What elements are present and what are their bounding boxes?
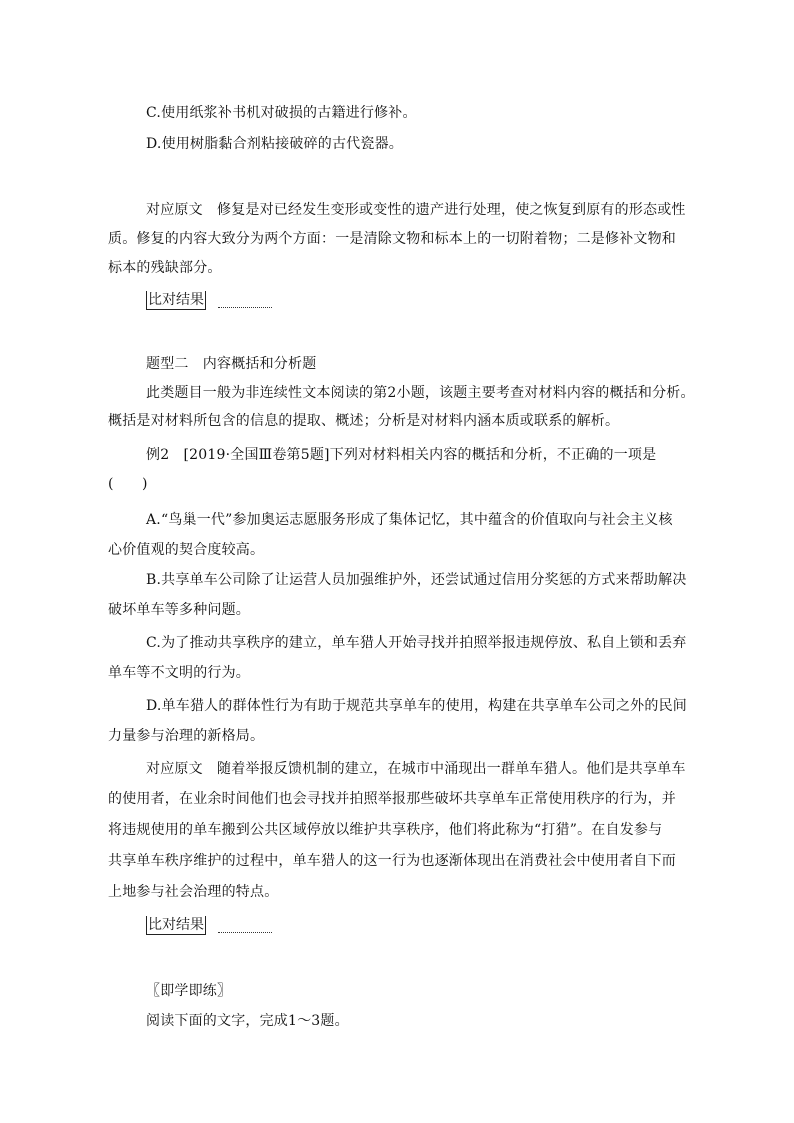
option-a: A.“鸟巢一代”参加奥运志愿服务形成了集体记忆，其中蕴含的价值取向与社会主义核 (146, 512, 673, 528)
answer-blank (218, 307, 272, 308)
example-question: 例2 [2019·全国Ⅲ卷第5题]下列对材料相关内容的概括和分析，不正确的一项是 (146, 447, 657, 463)
source-text-line: 共享单车秩序维护的过程中，单车猎人的这一行为也逐渐体现出在消费社会中使用者自下而 (108, 853, 676, 869)
source-text-line: 的使用者，在业余时间他们也会寻找并拍照举报那些破坏共享单车正常使用秩序的行为，并 (108, 791, 676, 807)
source-text-line: 质。修复的内容大致分为两个方面：一是清除文物和标本上的一切附着物；二是修补文物和 (108, 231, 676, 247)
intro-line: 概括是对材料所包含的信息的提取、概述；分析是对材料内涵本质或联系的解析。 (108, 413, 620, 429)
source-text-line: 标本的残缺部分。 (108, 260, 222, 276)
source-text-line: 对应原文 修复是对已经发生变形或变性的遗产进行处理，使之恢复到原有的形态或性 (146, 202, 686, 218)
source-text-line: 上地参与社会治理的特点。 (108, 884, 279, 900)
option-c-cont: 单车等不文明的行为。 (108, 665, 250, 681)
answer-blank (218, 932, 272, 933)
option-c: C.为了推动共享秩序的建立，单车猎人开始寻找并拍照举报违规停放、私自上锁和丢弃 (146, 635, 687, 651)
answer-parentheses: ( ) (108, 476, 148, 492)
option-b-cont: 破坏单车等多种问题。 (108, 602, 250, 618)
source-text-line: 将违规使用的单车搬到公共区域停放以维护共享秩序，他们将此称为“打猎”。在自发参与 (108, 822, 663, 838)
option-c: C.使用纸浆补书机对破损的古籍进行修补。 (146, 105, 417, 121)
practice-heading: 〖即学即练〗 (146, 983, 232, 999)
option-a-cont: 心价值观的契合度较高。 (108, 542, 265, 558)
section-heading: 题型二 内容概括和分析题 (146, 356, 317, 372)
practice-instruction: 阅读下面的文字，完成1～3题。 (146, 1013, 349, 1029)
option-d: D.使用树脂黏合剂粘接破碎的古代瓷器。 (146, 136, 403, 152)
option-b: B.共享单车公司除了让运营人员加强维护外，还尝试通过信用分奖惩的方式来帮助解决 (146, 572, 687, 588)
source-text-line: 对应原文 随着举报反馈机制的建立，在城市中涌现出一群单车猎人。他们是共享单车 (146, 761, 686, 777)
compare-result-label: 比对结果 (148, 917, 204, 933)
compare-result-label: 比对结果 (148, 292, 204, 308)
option-d: D.单车猎人的群体性行为有助于规范共享单车的使用，构建在共享单车公司之外的民间 (146, 698, 687, 714)
option-d-cont: 力量参与治理的新格局。 (108, 728, 265, 744)
intro-line: 此类题目一般为非连续性文本阅读的第2小题，该题主要考查对材料内容的概括和分析。 (146, 385, 695, 401)
